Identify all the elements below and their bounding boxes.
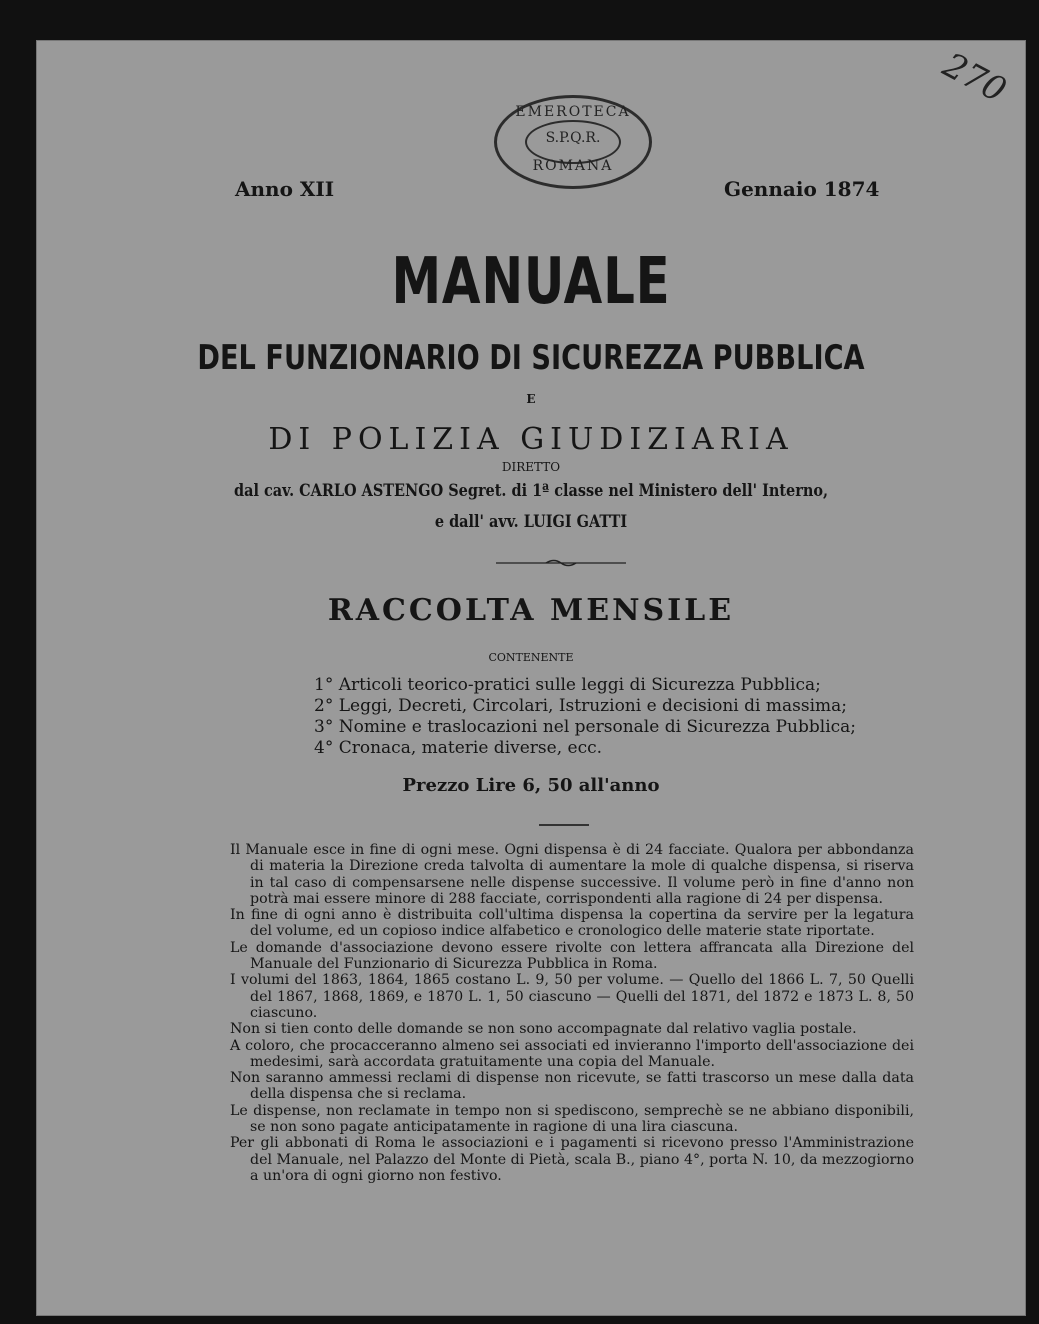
issue-date: Gennaio 1874 [724, 177, 880, 201]
stamp-top-text: EMEROTECA [515, 104, 631, 120]
list-item: 3° Nomine e traslocazioni nel personale di Sicurezza Pubblica; [314, 717, 857, 737]
handwritten-page-number: 270 [936, 45, 1013, 111]
stamp-middle-text: S.P.Q.R. [545, 130, 601, 146]
paragraph: Le domande d'associazione devono essere rivolte con lettera affrancata alla Direzione del Manuale del Funzionario di Sicurezza Pubblica in Roma. [230, 939, 914, 973]
subtitle-line-1: DEL FUNZIONARIO DI SICUREZZA PUBBLICA [197, 338, 865, 378]
paragraph: A coloro, che procacceranno almeno sei associati ed invieranno l'importo dell'associazione dei medesimi, sarà accordata gratuitamente una copia del Manuale. [230, 1037, 914, 1070]
list-item: 4° Cronaca, materie diverse, ecc. [314, 738, 603, 758]
stamp-bottom-text: ROMANA [532, 158, 614, 174]
paragraph: Le dispense, non reclamate in tempo non si spediscono, semprechè se ne abbiano disponibili, se non sono pagate anticipatamente in ragione di una lira ciascuna. [230, 1102, 914, 1136]
list-item: 1° Articoli teorico-pratici sulle leggi di Sicurezza Pubblica; [314, 675, 821, 695]
subtitle-conjunction: E [526, 392, 536, 406]
contents-list [314, 675, 856, 759]
paragraph: I volumi del 1863, 1864, 1865 costano L. 9, 50 per volume. — Quello del 1866 L. 7, 50 Quelli del 1867, 1868, 1869, e 1870 L. 1, 50 ciascuno — Quelli del 1871, del 1872 e 1873 L. 8, 50 ciascuno. [230, 972, 914, 1021]
short-rule [539, 824, 589, 826]
directed-label: DIRETTO [501, 460, 561, 474]
paragraph: In fine di ogni anno è distribuita coll'ultima dispensa la copertina da servire per la legatura del volume, ed un copioso indice alfabetico e cronologico delle materie state riportate. [230, 907, 914, 940]
contents-label: CONTENENTE [488, 651, 574, 664]
main-title: MANUALE [391, 245, 671, 319]
paragraph: Il Manuale esce in fine di ogni mese. Ogni dispensa è di 24 facciate. Qualora per abbondanza di materia la Direzione creda talvolta di aumentare la mole di qualche dispensa, si riserva in tal caso di compensarsene nelle dispense successive. Il volume però in fine d'anno non potrà mai essere minore di 288 facciate, corrispondenti alla ragione di 24 per dispensa. [230, 842, 914, 907]
subtitle-line-2: DI POLIZIA GIUDIZIARIA [268, 422, 794, 457]
paragraph: Per gli abbonati di Roma le associazioni e i pagamenti si ricevono presso l'Amministrazione del Manuale, nel Palazzo del Monte di Pietà, scala B., piano 4°, porta N. 10, da mezzogiorno a un'ora di ogni giorno non festivo. [230, 1135, 914, 1184]
terms-text [230, 842, 914, 1184]
collection-title: RACCOLTA MENSILE [327, 593, 735, 628]
ornament-divider [496, 558, 626, 568]
volume-year: Anno XII [235, 177, 335, 201]
document-page [36, 40, 1026, 1316]
paragraph: Non si tien conto delle domande se non sono accompagnate dal relativo vaglia postale. [230, 1021, 857, 1038]
library-stamp [494, 95, 652, 189]
paragraph: Non saranno ammessi reclami di dispense non ricevute, se fatti trascorso un mese dalla data della dispensa che si reclama. [230, 1070, 914, 1103]
director-line-2: e dall' avv. LUIGI GATTI [434, 512, 628, 532]
subscription-price: Prezzo Lire 6, 50 all'anno [402, 775, 660, 796]
list-item: 2° Leggi, Decreti, Circolari, Istruzioni e decisioni di massima; [314, 696, 847, 716]
director-line-1: dal cav. CARLO ASTENGO Segret. di 1ª classe nel Ministero dell' Interno, [233, 481, 829, 501]
